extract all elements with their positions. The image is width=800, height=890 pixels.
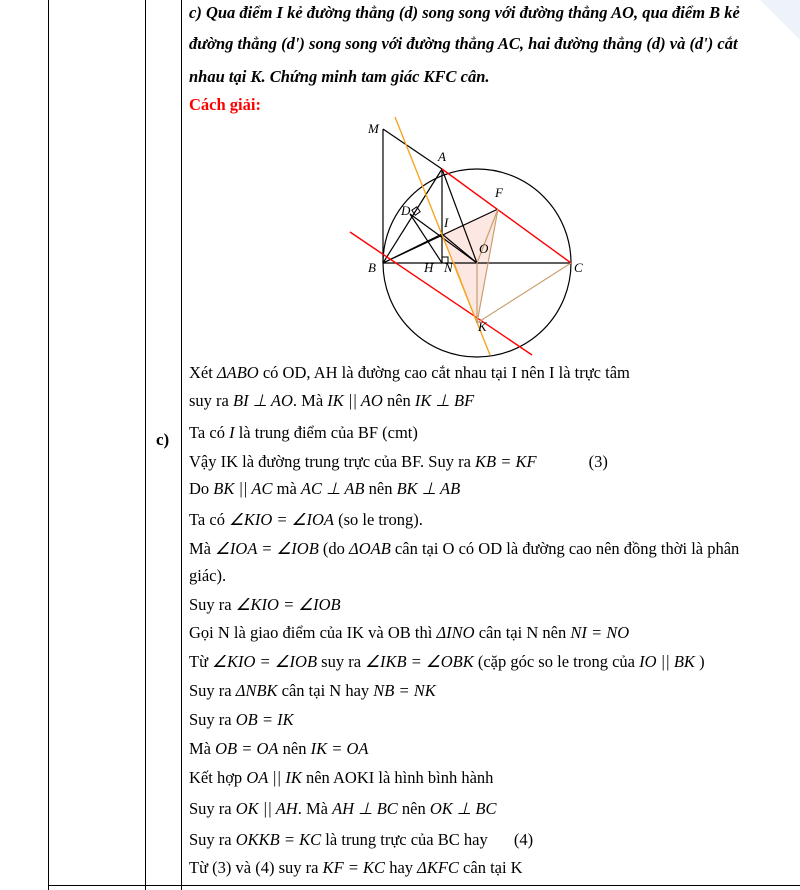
text-segment: Ta có: [189, 510, 230, 529]
text-segment: suy ra: [317, 652, 366, 671]
math-expression: IO || BK: [639, 652, 695, 671]
math-expression: IK = OA: [310, 739, 369, 758]
question-line-3: nhau tại K. Chứng minh tam giác KFC cân.: [189, 67, 490, 86]
text-segment: (cặp góc so le trong của: [473, 652, 640, 671]
math-expression: OA || IK: [246, 768, 302, 787]
math-expression: AH ⊥ BC: [332, 799, 398, 818]
math-expression: KB = KC: [258, 830, 322, 849]
part-label: c): [156, 430, 170, 449]
math-expression: OK ⊥ BC: [429, 799, 497, 818]
solution-line: [189, 798, 789, 820]
solution-line: [189, 362, 789, 384]
label-d: D: [401, 203, 411, 218]
math-expression: ΔINO: [436, 623, 475, 642]
text-segment: suy ra: [189, 391, 233, 410]
text-segment: . Mà: [297, 799, 333, 818]
text-segment: Suy ra: [189, 681, 236, 700]
solution-line: [189, 509, 789, 531]
math-expression: KF = KC: [322, 858, 386, 877]
text-segment: Từ: [189, 652, 213, 671]
table-border-bottom: [48, 885, 800, 886]
math-expression: BK ⊥ AB: [396, 479, 461, 498]
math-expression: BI ⊥ AO: [233, 391, 293, 410]
geometry-figure: [340, 115, 600, 360]
math-expression: ΔABO: [216, 363, 259, 382]
text-segment: hay: [385, 858, 418, 877]
math-expression: NI = NO: [570, 623, 630, 642]
text-segment: cân tại O có OD là đường cao nên đồng thời là phân: [390, 539, 740, 558]
solution-line: [189, 478, 789, 500]
label-m: M: [368, 121, 379, 136]
text-segment: Gọi N là giao điểm của IK và OB thì: [189, 623, 437, 642]
text-segment: Suy ra: [189, 799, 236, 818]
math-expression: OB = IK: [235, 710, 294, 729]
text-segment: cân tại N hay: [277, 681, 374, 700]
question-line-1: c) Qua điểm I kẻ đường thẳng (d) song song với đường thẳng AO, qua điểm B kẻ: [189, 3, 740, 22]
label-o: O: [479, 241, 489, 256]
math-expression: ∠KIO = ∠IOA: [229, 510, 334, 529]
table-border-content: [181, 0, 182, 890]
line-d-prime-red: [350, 232, 532, 355]
text-segment: Từ (3) và (4) suy ra: [189, 858, 323, 877]
label-a: A: [438, 149, 446, 164]
math-expression: IK ⊥ BF: [414, 391, 475, 410]
solution-line: [189, 709, 789, 731]
math-expression: NB = NK: [373, 681, 436, 700]
math-expression: OK || AH: [235, 799, 298, 818]
text-segment: Suy ra: [189, 830, 236, 849]
segment-mA: [383, 129, 442, 169]
solution-line: [189, 390, 789, 412]
math-expression: OB = OA: [215, 739, 279, 758]
text-segment: Mà: [189, 739, 216, 758]
equation-tag: (3): [588, 452, 608, 471]
solution-title: Cách giải:: [189, 95, 261, 114]
label-f: F: [495, 185, 503, 200]
solution-line: [189, 651, 789, 673]
text-segment: nên: [397, 799, 430, 818]
text-segment: là trung điểm của BF (cmt): [234, 423, 418, 442]
text-segment: Ta có: [189, 423, 230, 442]
solution-line: [189, 422, 789, 444]
math-expression: ∠IKB = ∠OBK: [365, 652, 474, 671]
math-expression: ∠IOA = ∠IOB: [215, 539, 319, 558]
label-n: N: [444, 260, 453, 275]
solution-line: [189, 857, 789, 879]
text-segment: là trung trực của BC hay: [321, 830, 492, 849]
text-segment: nên: [382, 391, 415, 410]
text-segment: Mà: [189, 539, 216, 558]
solution-line: [189, 451, 789, 473]
text-segment: Kết hợp: [189, 768, 247, 787]
label-i: I: [444, 215, 449, 230]
math-expression: ΔNBK: [235, 681, 278, 700]
text-segment: Vậy IK là đường trung trực của BF. Suy ra: [189, 452, 476, 471]
text-segment: (do: [318, 539, 350, 558]
math-expression: OK: [235, 830, 259, 849]
solution-line: [189, 829, 789, 851]
label-k: K: [478, 319, 487, 334]
solution-line: [189, 767, 789, 789]
math-expression: ΔKFC: [417, 858, 459, 877]
math-expression: I: [229, 423, 235, 442]
text-segment: giác).: [189, 566, 227, 585]
text-segment: nên: [278, 739, 311, 758]
text-segment: ): [694, 652, 705, 671]
math-expression: KB = KF: [475, 452, 537, 471]
math-expression: IK || AO: [327, 391, 383, 410]
text-segment: cân tại K: [458, 858, 523, 877]
text-segment: có OD, AH là đường cao cắt nhau tại I nên I là trực tâm: [258, 363, 630, 382]
text-segment: Suy ra: [189, 595, 236, 614]
solution-line: [189, 538, 789, 560]
math-expression: ΔOAB: [349, 539, 391, 558]
text-segment: nên AOKI là hình bình hành: [301, 768, 494, 787]
label-c-point: C: [574, 260, 583, 275]
solution-line: [189, 594, 789, 616]
segment-kc-brown: [477, 263, 571, 323]
text-segment: cân tại N nên: [474, 623, 571, 642]
text-segment: Do: [189, 479, 214, 498]
text-segment: . Mà: [292, 391, 328, 410]
math-expression: ∠KIO = ∠IOB: [212, 652, 318, 671]
text-segment: mà: [272, 479, 301, 498]
text-segment: nên: [364, 479, 397, 498]
equation-tag: (4): [513, 830, 534, 849]
text-segment: (so le trong).: [333, 510, 423, 529]
math-expression: BK || AC: [213, 479, 273, 498]
solution-line: [189, 680, 789, 702]
question-line-2: đường thẳng (d') song song với đường thẳng AC, hai đường thẳng (d) và (d') cắt: [189, 34, 738, 53]
table-border-left: [48, 0, 49, 890]
solution-line: [189, 565, 789, 587]
text-segment: Suy ra: [189, 710, 236, 729]
label-b: B: [368, 260, 376, 275]
solution-line: [189, 738, 789, 760]
table-border-mid: [145, 0, 146, 890]
math-expression: AC ⊥ AB: [300, 479, 365, 498]
math-expression: ∠KIO = ∠IOB: [235, 595, 341, 614]
label-h: H: [424, 260, 434, 275]
text-segment: Xét: [189, 363, 217, 382]
solution-line: [189, 622, 789, 644]
